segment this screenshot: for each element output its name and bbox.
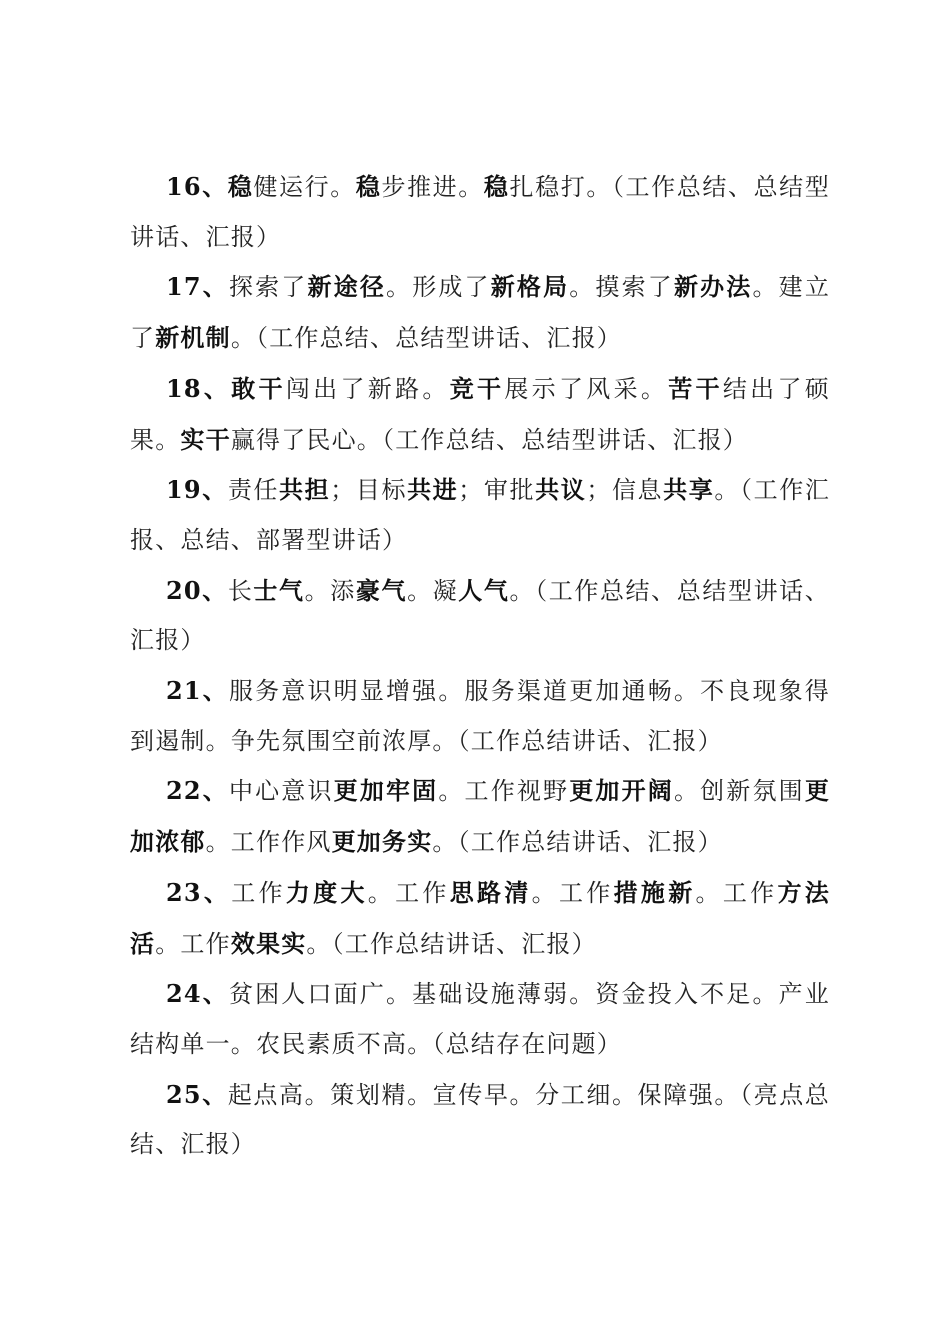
text-segment: 。工作视野 — [438, 777, 570, 806]
text-segment: 。工作 — [367, 878, 450, 907]
bold-keyword: 共议 — [535, 475, 587, 505]
bold-keyword: 方法活 — [130, 877, 830, 958]
bold-keyword: 苦干 — [668, 373, 723, 403]
item-number: 24、 — [166, 979, 229, 1009]
text-segment: 闯出了新路。 — [285, 374, 450, 403]
text-segment: ；目标 — [330, 476, 408, 505]
text-segment: 。工作 — [531, 878, 614, 907]
text-segment: 。（工作汇报、总结、部署型讲话） — [130, 476, 831, 554]
item-number: 19、 — [166, 475, 228, 505]
text-segment: 。摸索了 — [569, 273, 674, 302]
text-segment: 。（工作总结、总结型讲话、汇报） — [230, 324, 623, 353]
bold-keyword: 实干 — [180, 424, 231, 454]
bold-keyword: 新办法 — [673, 272, 753, 302]
text-segment: 。（工作总结、总结型讲话、汇报） — [130, 576, 830, 655]
list-item — [130, 868, 830, 969]
list-item — [130, 262, 830, 363]
item-number: 22、 — [166, 776, 229, 806]
bold-keyword: 稳 — [483, 172, 510, 201]
text-segment: 。形成了 — [386, 273, 491, 302]
bold-keyword: 更加牢固 — [333, 776, 439, 806]
bold-keyword: 效果实 — [230, 928, 307, 958]
text-segment: ；审批 — [458, 476, 536, 505]
bold-keyword: 士气 — [253, 575, 305, 605]
text-segment: 健运行。 — [253, 173, 356, 201]
bold-keyword: 措施新 — [613, 877, 696, 907]
text-segment: 。凝 — [407, 576, 459, 605]
bold-keyword: 敢干 — [231, 373, 286, 403]
bold-keyword: 人气 — [458, 575, 510, 605]
text-segment: 。（工作总结讲话、汇报） — [306, 929, 597, 958]
bold-keyword: 共担 — [279, 475, 331, 505]
text-segment: 。工作 — [695, 878, 778, 907]
bold-keyword: 共享 — [663, 475, 715, 505]
text-segment: 。（工作总结讲话、汇报） — [432, 828, 723, 857]
bold-keyword: 新格局 — [490, 272, 570, 302]
text-segment: 。添 — [304, 576, 356, 605]
bold-keyword: 豪气 — [355, 575, 408, 605]
list-item — [130, 666, 830, 766]
text-segment: 。建立了 — [130, 273, 831, 353]
text-segment: 结出了硕果。 — [130, 374, 830, 454]
item-number: 25、 — [166, 1079, 228, 1109]
item-number: 17、 — [166, 272, 229, 302]
text-segment: 中心意识 — [228, 777, 334, 806]
bold-keyword: 新机制 — [155, 323, 231, 353]
text-segment: 长 — [227, 576, 254, 605]
bold-keyword: 更加务实 — [331, 827, 433, 857]
document-body — [130, 162, 830, 1170]
text-segment: 贫困人口面广。基础设施薄弱。资金投入不足。产业结构单一。农民素质不高。（总结存在问题） — [130, 980, 830, 1058]
item-number: 16、 — [166, 172, 228, 201]
list-item — [130, 566, 830, 666]
bold-keyword: 稳 — [355, 172, 382, 201]
text-segment: 赢得了民心。（工作总结、总结型讲话、汇报） — [230, 425, 749, 454]
bold-keyword: 新途径 — [307, 272, 387, 302]
text-segment: 步推进。 — [381, 173, 484, 201]
list-item — [130, 364, 830, 465]
bold-keyword: 力度大 — [285, 877, 368, 907]
text-segment: 。工作 — [155, 929, 231, 958]
item-number: 18、 — [166, 373, 232, 403]
text-segment: 展示了风采。 — [504, 374, 669, 403]
list-item — [130, 1070, 830, 1170]
item-number: 23、 — [166, 877, 232, 907]
bold-keyword: 稳 — [227, 172, 254, 201]
text-segment: 扎稳打。（工作总结、总结型讲话、汇报） — [130, 173, 830, 251]
list-item — [130, 162, 830, 262]
text-segment: 。工作作风 — [205, 828, 332, 857]
list-item — [130, 969, 830, 1069]
text-segment: 工作 — [231, 878, 286, 907]
text-segment: 服务意识明显增强。服务渠道更加通畅。不良现象得到遏制。争先氛围空前浓厚。（工作总结讲话、汇报） — [130, 677, 830, 755]
list-item — [130, 766, 830, 867]
text-segment: 责任 — [227, 476, 280, 505]
item-number: 20、 — [166, 575, 228, 605]
text-segment: 探索了 — [228, 273, 308, 302]
item-number: 21、 — [166, 676, 229, 706]
text-segment: 。创新氛围 — [673, 777, 805, 806]
text-segment: 起点高。策划精。宣传早。分工细。保障强。（亮点总结、汇报） — [130, 1080, 830, 1159]
text-segment: ；信息 — [586, 476, 664, 505]
list-item — [130, 465, 830, 565]
bold-keyword: 更加开阔 — [569, 776, 674, 806]
bold-keyword: 共进 — [407, 475, 459, 505]
bold-keyword: 竞干 — [449, 373, 505, 403]
bold-keyword: 思路清 — [449, 877, 532, 907]
bold-keyword: 更加浓郁 — [130, 776, 831, 857]
